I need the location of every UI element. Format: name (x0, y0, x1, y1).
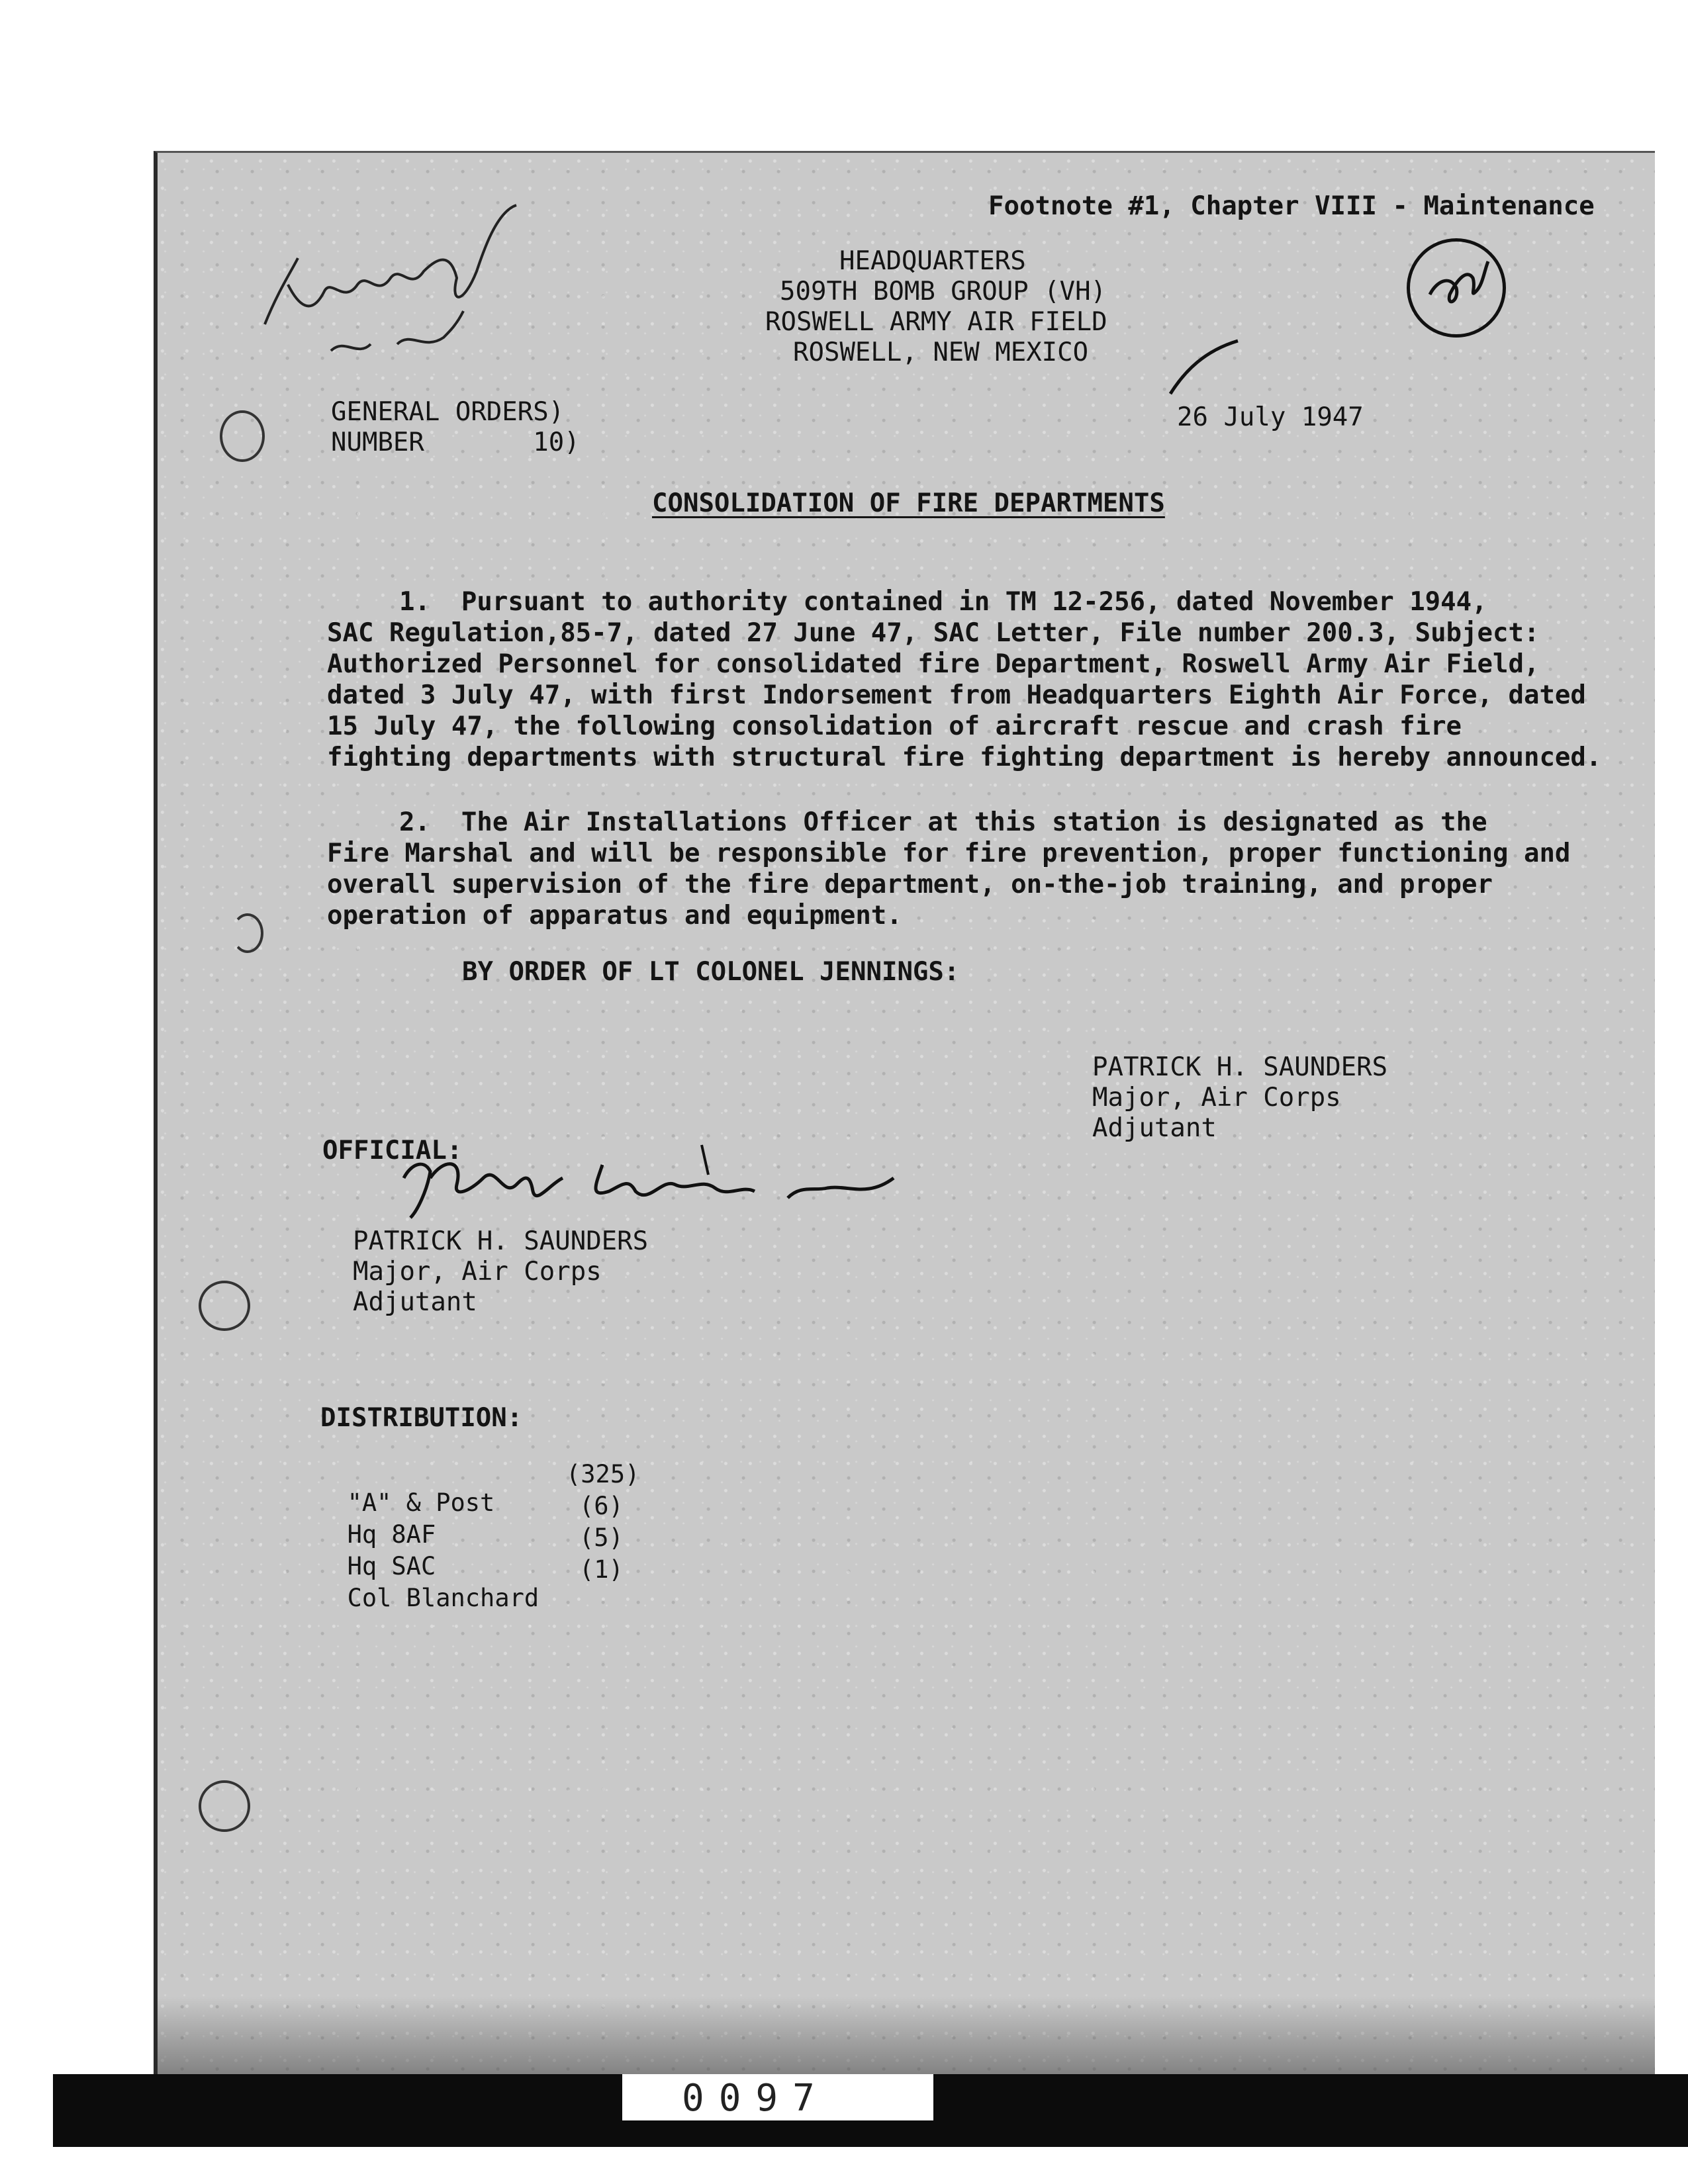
frame-number: 0097 (682, 2077, 829, 2120)
distribution-count: (5) (579, 1524, 624, 1552)
punch-hole-bottom (199, 1780, 250, 1832)
handwritten-annotation (252, 192, 530, 387)
signatory-title: Adjutant (1092, 1113, 1217, 1143)
initials-stamp (1407, 238, 1506, 338)
punch-hole-top (220, 410, 265, 462)
distribution-recipient: Hq SAC (347, 1552, 436, 1580)
distribution-row (318, 1555, 539, 1612)
org-headquarters: HEADQUARTERS (839, 246, 1026, 276)
paragraph-1-line-4: dated 3 July 47, with first Indorsement from Headquarters Eighth Air Force, dated (327, 680, 1586, 710)
paragraph-2-line-3: overall supervision of the fire department, on-the-job training, and proper (327, 870, 1493, 899)
official-title: Adjutant (353, 1287, 477, 1317)
punch-hole-upper-middle (232, 913, 263, 953)
distribution-count: (6) (579, 1492, 624, 1520)
paragraph-1-line-6: fighting departments with structural fire fighting department is hereby announced. (327, 743, 1602, 772)
handwritten-signature (391, 1138, 920, 1240)
page-shadow (158, 1997, 1655, 2076)
org-unit: 509TH BOMB GROUP (VH) (780, 277, 1107, 306)
footnote-reference: Footnote #1, Chapter VIII - Maintenance (988, 191, 1595, 221)
distribution-count: (325) (566, 1460, 640, 1488)
paragraph-2-line-4: operation of apparatus and equipment. (327, 901, 902, 931)
distribution-count: (1) (579, 1555, 624, 1584)
order-number-label: NUMBER 10) (331, 428, 580, 457)
document-title: CONSOLIDATION OF FIRE DEPARTMENTS (652, 488, 1165, 518)
paragraph-1-line-1: 1. Pursuant to authority contained in TM 12-256, dated November 1944, (399, 587, 1487, 617)
official-rank: Major, Air Corps (353, 1257, 602, 1287)
paragraph-1-line-5: 15 July 47, the following consolidation of aircraft rescue and crash fire (327, 711, 1462, 741)
org-airfield: ROSWELL ARMY AIR FIELD (765, 307, 1107, 337)
org-location: ROSWELL, NEW MEXICO (793, 338, 1089, 367)
paragraph-1-line-2: SAC Regulation,85-7, dated 27 June 47, SAC Letter, File number 200.3, Subject: (327, 618, 1540, 648)
paragraph-1-line-3: Authorized Personnel for consolidated fire Department, Roswell Army Air Field, (327, 649, 1540, 679)
paragraph-2-line-1: 2. The Air Installations Officer at this station is designated as the (399, 807, 1487, 837)
general-orders-label: GENERAL ORDERS) (331, 397, 565, 427)
punch-hole-middle (199, 1281, 250, 1331)
pen-tick-mark (1165, 338, 1244, 400)
order-date: 26 July 1947 (1177, 402, 1364, 432)
paragraph-2-line-2: Fire Marshal and will be responsible for fire prevention, proper functioning and (327, 839, 1571, 868)
distribution-recipient: "A" & Post (347, 1488, 495, 1517)
distribution-recipient: Hq 8AF (347, 1520, 436, 1549)
official-name: PATRICK H. SAUNDERS (353, 1226, 649, 1256)
by-order-line: BY ORDER OF LT COLONEL JENNINGS: (462, 957, 960, 987)
signatory-rank: Major, Air Corps (1092, 1083, 1341, 1113)
distribution-recipient: Col Blanchard (347, 1584, 539, 1612)
distribution-label: DISTRIBUTION: (320, 1403, 523, 1433)
signatory-name: PATRICK H. SAUNDERS (1092, 1052, 1388, 1082)
official-label: OFFICIAL: (322, 1136, 463, 1165)
